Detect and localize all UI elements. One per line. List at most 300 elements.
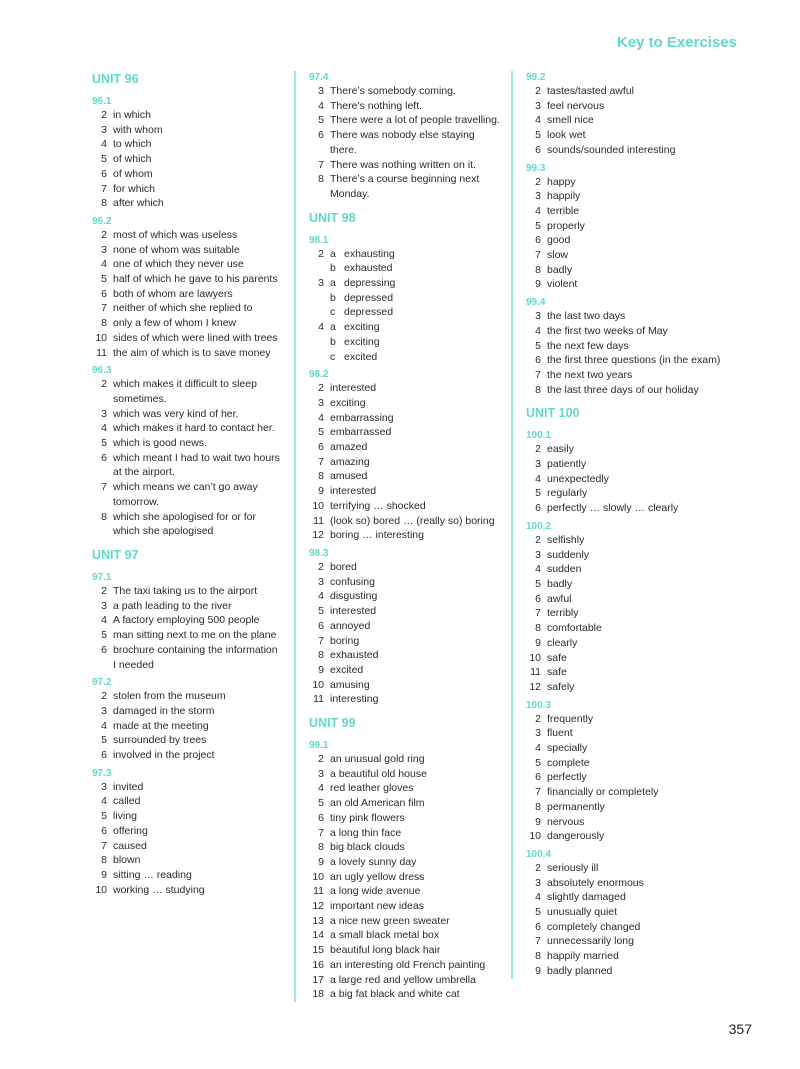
answer-value: tastes/tasted awful <box>547 85 634 97</box>
answer-value: unusually quiet <box>547 906 618 919</box>
answer-text <box>113 510 287 525</box>
answer-text <box>113 599 287 614</box>
answer-number: 6 <box>535 502 541 515</box>
answer-text <box>113 628 287 643</box>
answer-number: 3 <box>535 548 541 561</box>
answer-value: living <box>113 810 137 823</box>
answer-text <box>113 182 287 197</box>
answer-number: 3 <box>318 575 324 588</box>
answer-number: 17 <box>312 973 324 986</box>
answer-text <box>113 495 287 510</box>
answer-sub-letter: b <box>330 262 336 275</box>
unit-heading: UNIT 98 <box>309 210 356 225</box>
answer-item <box>309 958 504 973</box>
answer-number: 2 <box>535 533 541 546</box>
answer-number: 4 <box>318 782 324 795</box>
answer-item <box>92 780 287 795</box>
answer-item <box>526 113 721 128</box>
answer-text <box>547 143 721 158</box>
answer-text <box>547 248 721 263</box>
answer-text <box>330 619 504 634</box>
answer-value: which meant I had to wait two hours <box>113 451 280 464</box>
answer-number: 3 <box>535 727 541 740</box>
answer-value: none of whom was suitable <box>113 243 240 256</box>
answer-number: 12 <box>529 680 541 693</box>
answer-number: 2 <box>318 560 324 573</box>
answer-item <box>309 589 504 604</box>
answer-item <box>526 890 721 905</box>
answer-value: unexpectedly <box>547 472 609 485</box>
answer-number: 8 <box>535 263 541 276</box>
answer-value: which makes it difficult to sleep <box>113 378 257 391</box>
answer-text <box>547 815 721 830</box>
answer-number: 3 <box>535 190 541 203</box>
answer-number <box>92 465 113 480</box>
answer-text <box>330 560 504 575</box>
answer-value: a lovely sunny day <box>330 855 417 868</box>
answer-value: terribly <box>547 607 579 620</box>
answer-value: complete <box>547 756 590 769</box>
answer-value: terrible <box>547 204 580 217</box>
answer-number: 5 <box>101 273 107 286</box>
answer-text <box>330 113 504 128</box>
answer-number: 10 <box>529 830 541 843</box>
answer-item <box>526 263 721 278</box>
answer-text <box>547 277 721 292</box>
answer-item <box>526 636 721 651</box>
answer-value: after which <box>113 197 164 210</box>
answer-number: 5 <box>318 797 324 810</box>
answer-value: perfectly <box>547 771 587 784</box>
answer-value: an ugly yellow dress <box>330 870 425 883</box>
answer-item <box>92 377 287 392</box>
answer-number: 2 <box>535 85 541 97</box>
answer-value: specially <box>547 742 588 755</box>
answer-number <box>309 261 330 276</box>
answer-number: 3 <box>318 277 324 290</box>
answer-item <box>309 692 504 707</box>
answer-number: 7 <box>318 826 324 839</box>
answer-number: 2 <box>318 753 324 766</box>
answer-text <box>330 604 504 619</box>
exercise-heading: 96.2 <box>92 215 112 227</box>
answer-number: 11 <box>530 666 541 679</box>
answer-value: depressing <box>344 277 396 290</box>
answer-number: 6 <box>535 771 541 784</box>
answer-text <box>547 577 721 592</box>
answer-number: 4 <box>318 99 324 112</box>
answer-item <box>526 770 721 785</box>
answer-text <box>547 189 721 204</box>
answer-text <box>113 719 287 734</box>
answer-value: tomorrow. <box>113 495 160 508</box>
answer-item <box>309 99 504 114</box>
answer-number: 8 <box>318 173 324 186</box>
answer-value: with whom <box>113 123 163 136</box>
answer-value: exhausted <box>344 262 393 275</box>
answer-item <box>309 987 504 1002</box>
exercise-heading: 100.3 <box>526 699 552 711</box>
answer-item <box>92 272 287 287</box>
answer-value: A factory employing 500 people <box>113 614 260 627</box>
answer-value: The taxi taking us to the airport <box>113 584 258 597</box>
answer-item <box>526 339 721 354</box>
answer-number: 7 <box>535 607 541 620</box>
answer-number: 2 <box>535 712 541 725</box>
answer-number <box>309 187 330 202</box>
answer-text <box>330 455 504 470</box>
answer-number <box>309 335 330 350</box>
answer-item <box>309 767 504 782</box>
answer-text <box>330 425 504 440</box>
answer-value: excited <box>330 663 364 676</box>
answer-item <box>92 196 287 211</box>
answer-value: sides of which were lined with trees <box>113 331 278 344</box>
answer-item <box>309 560 504 575</box>
answer-value: working … studying <box>113 883 205 896</box>
answer-text <box>330 987 504 1002</box>
answer-value: a large red and yellow umbrella <box>330 973 476 986</box>
answer-number: 7 <box>101 481 107 494</box>
answer-number: 10 <box>312 499 324 512</box>
answer-number: 6 <box>535 234 541 247</box>
answer-text <box>113 272 287 287</box>
answer-text <box>547 562 721 577</box>
answer-value: smell nice <box>547 114 594 127</box>
answer-item <box>309 943 504 958</box>
answer-value: an unusual gold ring <box>330 753 425 766</box>
answer-number: 8 <box>535 622 541 635</box>
answer-number: 2 <box>101 109 107 121</box>
answer-item <box>309 305 504 320</box>
answer-item <box>526 309 721 324</box>
exercise-heading: 97.1 <box>92 571 112 583</box>
answer-item <box>92 868 287 883</box>
answer-number: 4 <box>318 590 324 603</box>
answer-value: made at the meeting <box>113 719 209 732</box>
answer-number: 6 <box>535 143 541 156</box>
answer-value: unnecessarily long <box>547 935 634 948</box>
answer-item <box>92 510 287 525</box>
answer-value: of which <box>113 153 152 166</box>
exercise-heading: 100.4 <box>526 848 552 860</box>
answer-number: 7 <box>318 455 324 468</box>
answer-text <box>547 501 721 516</box>
answer-text <box>113 108 287 123</box>
answer-text <box>547 665 721 680</box>
answer-number: 6 <box>318 619 324 632</box>
answer-item <box>92 331 287 346</box>
answer-text <box>547 128 721 143</box>
answer-text <box>547 457 721 472</box>
answer-number: 9 <box>535 636 541 649</box>
answer-value: safely <box>547 680 575 693</box>
answer-number <box>309 305 330 320</box>
answer-value: completely changed <box>547 920 641 933</box>
answer-number: 8 <box>535 383 541 396</box>
answer-number: 9 <box>535 964 541 977</box>
answer-value: a big fat black and white cat <box>330 988 460 1001</box>
answer-item <box>92 809 287 824</box>
answer-item <box>309 514 504 529</box>
answer-value: embarrassing <box>330 411 394 424</box>
answer-item <box>526 665 721 680</box>
answer-text <box>113 733 287 748</box>
answer-value: look wet <box>547 129 586 142</box>
answer-number: 5 <box>535 219 541 232</box>
answer-item <box>526 920 721 935</box>
answer-text <box>547 726 721 741</box>
answer-number: 6 <box>535 920 541 933</box>
answer-number: 6 <box>535 592 541 605</box>
answer-number: 5 <box>318 114 324 127</box>
answer-item <box>309 914 504 929</box>
answer-value: There was nothing written on it. <box>330 158 476 171</box>
answer-value: involved in the project <box>113 749 215 762</box>
answer-number: 2 <box>318 247 324 260</box>
answer-text <box>330 943 504 958</box>
answer-value: slightly damaged <box>547 891 626 904</box>
answer-item <box>309 634 504 649</box>
answer-text <box>330 187 504 202</box>
answer-number: 3 <box>101 599 107 612</box>
answer-item <box>309 619 504 634</box>
answer-text <box>330 469 504 484</box>
answer-number: 2 <box>318 382 324 395</box>
answer-item <box>309 575 504 590</box>
answer-number: 4 <box>535 742 541 755</box>
answer-item <box>526 680 721 695</box>
answer-value: interested <box>330 605 377 618</box>
answer-item <box>92 182 287 197</box>
answer-item <box>526 712 721 727</box>
exercise-heading: 99.4 <box>526 297 546 309</box>
answer-number: 8 <box>318 470 324 483</box>
answer-number: 5 <box>535 129 541 142</box>
answer-text <box>330 305 504 320</box>
answer-value: slow <box>547 249 569 262</box>
answer-text <box>330 575 504 590</box>
answer-number: 11 <box>313 885 324 898</box>
answer-column-1 <box>92 71 287 897</box>
answer-number: 14 <box>312 929 324 942</box>
exercise-heading: 100.2 <box>526 520 552 532</box>
answer-item <box>92 839 287 854</box>
answer-value: There’s a course beginning next <box>330 173 480 186</box>
answer-value: financially or completely <box>547 786 659 799</box>
answer-text <box>330 870 504 885</box>
answer-item <box>92 228 287 243</box>
answer-item <box>526 383 721 398</box>
answer-text <box>547 84 721 99</box>
answer-value: depressed <box>344 306 394 319</box>
answer-text <box>547 829 721 844</box>
answer-value: violent <box>547 278 578 291</box>
answer-item <box>526 829 721 844</box>
answer-value: one of which they never use <box>113 258 244 271</box>
answer-value: disgusting <box>330 590 378 603</box>
answer-number: 3 <box>318 396 324 409</box>
answer-number: 4 <box>535 324 541 337</box>
answer-text <box>113 839 287 854</box>
answer-number: 4 <box>535 472 541 485</box>
answer-item <box>526 472 721 487</box>
answer-item <box>92 719 287 734</box>
answer-value: which means we can’t go away <box>113 481 258 494</box>
answer-number: 3 <box>318 85 324 97</box>
answer-number: 3 <box>535 99 541 112</box>
answer-item <box>526 353 721 368</box>
exercise-heading: 97.4 <box>309 72 329 83</box>
answer-text <box>330 781 504 796</box>
answer-number: 9 <box>535 278 541 291</box>
answer-text <box>330 692 504 707</box>
answer-text <box>113 643 287 658</box>
answer-item <box>309 381 504 396</box>
answer-item <box>92 421 287 436</box>
answer-item <box>309 826 504 841</box>
answer-item <box>309 187 504 202</box>
answer-value: I needed <box>113 658 154 671</box>
answer-value: a path leading to the river <box>113 599 232 612</box>
answer-value: called <box>113 795 141 808</box>
answer-text <box>547 263 721 278</box>
answer-value: man sitting next to me on the plane <box>113 629 277 642</box>
answer-item <box>526 501 721 516</box>
answer-text <box>547 113 721 128</box>
answer-item <box>526 99 721 114</box>
answer-item <box>92 584 287 599</box>
unit-heading: UNIT 100 <box>526 406 580 421</box>
answer-value: There was nobody else staying there. <box>330 129 475 156</box>
answer-item <box>526 785 721 800</box>
answer-number: 8 <box>101 317 107 330</box>
answer-value: clearly <box>547 636 578 649</box>
answer-item <box>92 436 287 451</box>
answer-number: 5 <box>318 605 324 618</box>
answer-value: There were a lot of people travelling. <box>330 114 500 127</box>
answer-text <box>113 436 287 451</box>
answer-value: only a few of whom I knew <box>113 317 237 330</box>
answer-item <box>526 442 721 457</box>
answer-item <box>309 425 504 440</box>
answer-text <box>330 840 504 855</box>
answer-item <box>309 663 504 678</box>
answer-value: amused <box>330 470 368 483</box>
answer-number: 6 <box>101 643 107 656</box>
answer-text <box>113 287 287 302</box>
unit-heading: UNIT 96 <box>92 72 139 86</box>
answer-number: 5 <box>318 426 324 439</box>
answer-text <box>330 276 504 291</box>
answer-number: 4 <box>101 258 107 271</box>
answer-number: 3 <box>535 458 541 471</box>
answer-text <box>113 883 287 898</box>
answer-value: easily <box>547 443 574 456</box>
answer-text <box>547 636 721 651</box>
answer-item <box>92 152 287 167</box>
answer-item <box>92 301 287 316</box>
answer-text <box>113 301 287 316</box>
answer-item <box>526 277 721 292</box>
answer-item <box>92 495 287 510</box>
answer-text <box>547 770 721 785</box>
answer-value: a long thin face <box>330 826 402 839</box>
answer-number: 3 <box>101 123 107 136</box>
answer-value: a beautiful old house <box>330 767 427 780</box>
answer-number: 3 <box>318 767 324 780</box>
answer-item <box>92 658 287 673</box>
answer-number <box>92 392 113 407</box>
answer-item <box>309 604 504 619</box>
answer-item <box>309 411 504 426</box>
answer-number: 10 <box>312 870 324 883</box>
answer-text <box>330 381 504 396</box>
answer-text <box>330 752 504 767</box>
answer-number <box>309 350 330 365</box>
answer-item <box>526 726 721 741</box>
answer-value: selfishly <box>547 533 585 546</box>
answer-item <box>309 261 504 276</box>
answer-item <box>309 928 504 943</box>
answer-item <box>92 123 287 138</box>
answer-item <box>526 741 721 756</box>
answer-item <box>526 368 721 383</box>
answer-text <box>330 396 504 411</box>
answer-text <box>330 589 504 604</box>
answer-number: 3 <box>101 407 107 420</box>
answer-value: brochure containing the information <box>113 643 278 656</box>
answer-text <box>547 964 721 979</box>
answer-value: sitting … reading <box>113 868 192 881</box>
answer-number: 6 <box>101 451 107 464</box>
answer-text <box>547 741 721 756</box>
exercise-heading: 98.1 <box>309 234 329 246</box>
answer-value: the aim of which is to save money <box>113 346 271 359</box>
answer-text <box>330 128 504 157</box>
answer-value: an old American film <box>330 797 425 810</box>
answer-item <box>309 811 504 826</box>
answer-text <box>113 868 287 883</box>
answer-number: 5 <box>101 153 107 166</box>
answer-value: the last three days of our holiday <box>547 383 699 396</box>
answer-item <box>92 733 287 748</box>
answer-item <box>526 533 721 548</box>
answer-item <box>92 748 287 763</box>
answer-item <box>526 457 721 472</box>
answer-value: stolen from the museum <box>113 690 226 703</box>
answer-item <box>309 247 504 262</box>
answer-text <box>330 84 504 99</box>
answer-text <box>330 99 504 114</box>
answer-number: 7 <box>101 302 107 315</box>
answer-number: 15 <box>312 944 324 957</box>
answer-item <box>526 934 721 949</box>
answer-text <box>547 861 721 876</box>
exercise-heading: 99.2 <box>526 72 546 83</box>
answer-number: 4 <box>101 795 107 808</box>
answer-text <box>113 524 287 539</box>
answer-value: exciting <box>344 321 380 334</box>
answer-text <box>547 548 721 563</box>
answer-number: 16 <box>312 958 324 971</box>
answer-value: annoyed <box>330 619 371 632</box>
answer-text <box>330 767 504 782</box>
answer-value: the first three questions (in the exam) <box>547 354 721 367</box>
answer-text <box>113 196 287 211</box>
answer-text <box>547 680 721 695</box>
answer-text <box>113 824 287 839</box>
